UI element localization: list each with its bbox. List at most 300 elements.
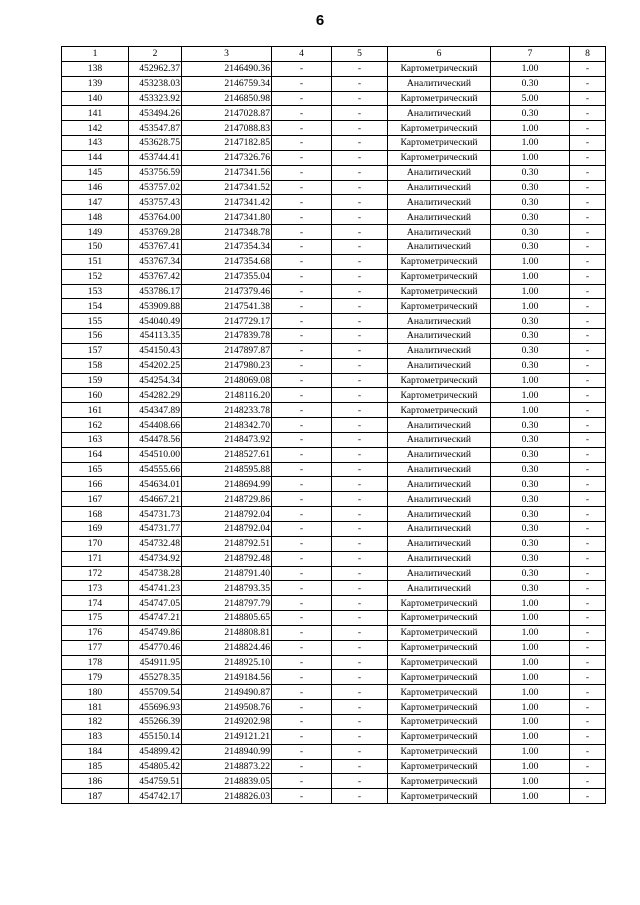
x-coordinate-cell: 455696.93 — [129, 700, 182, 715]
accuracy-cell: 1.00 — [491, 254, 570, 269]
method-cell: Картометрический — [388, 373, 491, 388]
column-8-cell: - — [570, 165, 606, 180]
x-coordinate-cell: 454555.66 — [129, 462, 182, 477]
column-5-cell: - — [332, 774, 388, 789]
x-coordinate-cell: 453744.41 — [129, 150, 182, 165]
table-row — [62, 254, 606, 269]
x-coordinate-cell: 454911.95 — [129, 655, 182, 670]
column-4-cell: - — [272, 284, 332, 299]
method-cell: Аналитический — [388, 314, 491, 329]
column-8-cell: - — [570, 714, 606, 729]
point-number-cell: 171 — [62, 551, 129, 566]
x-coordinate-cell: 454805.42 — [129, 759, 182, 774]
column-5-cell: - — [332, 492, 388, 507]
accuracy-cell: 0.30 — [491, 239, 570, 254]
column-5-cell: - — [332, 150, 388, 165]
point-number-cell: 184 — [62, 744, 129, 759]
header-cell: 7 — [491, 47, 570, 62]
table-row — [62, 225, 606, 240]
y-coordinate-cell: 2148527.61 — [182, 447, 272, 462]
x-coordinate-cell: 453767.41 — [129, 239, 182, 254]
y-coordinate-cell: 2147897.87 — [182, 343, 272, 358]
point-number-cell: 151 — [62, 254, 129, 269]
y-coordinate-cell: 2148729.86 — [182, 492, 272, 507]
table-row — [62, 418, 606, 433]
point-number-cell: 153 — [62, 284, 129, 299]
y-coordinate-cell: 2148839.05 — [182, 774, 272, 789]
method-cell: Аналитический — [388, 581, 491, 596]
table-header — [62, 47, 606, 62]
accuracy-cell: 0.30 — [491, 432, 570, 447]
column-4-cell: - — [272, 418, 332, 433]
column-8-cell: - — [570, 299, 606, 314]
column-5-cell: - — [332, 195, 388, 210]
y-coordinate-cell: 2149121.21 — [182, 729, 272, 744]
column-4-cell: - — [272, 640, 332, 655]
y-coordinate-cell: 2147354.34 — [182, 239, 272, 254]
point-number-cell: 166 — [62, 477, 129, 492]
y-coordinate-cell: 2148925.10 — [182, 655, 272, 670]
column-4-cell: - — [272, 121, 332, 136]
table-row — [62, 432, 606, 447]
y-coordinate-cell: 2148826.03 — [182, 789, 272, 804]
x-coordinate-cell: 453494.26 — [129, 106, 182, 121]
accuracy-cell: 1.00 — [491, 269, 570, 284]
column-8-cell: - — [570, 640, 606, 655]
accuracy-cell: 0.30 — [491, 536, 570, 551]
column-5-cell: - — [332, 388, 388, 403]
accuracy-cell: 0.30 — [491, 522, 570, 537]
x-coordinate-cell: 454738.28 — [129, 566, 182, 581]
column-4-cell: - — [272, 655, 332, 670]
column-5-cell: - — [332, 477, 388, 492]
x-coordinate-cell: 453769.28 — [129, 225, 182, 240]
point-number-cell: 168 — [62, 507, 129, 522]
column-5-cell: - — [332, 254, 388, 269]
point-number-cell: 165 — [62, 462, 129, 477]
table-row — [62, 596, 606, 611]
table-row — [62, 744, 606, 759]
y-coordinate-cell: 2147088.83 — [182, 121, 272, 136]
method-cell: Картометрический — [388, 254, 491, 269]
y-coordinate-cell: 2147980.23 — [182, 358, 272, 373]
column-4-cell: - — [272, 106, 332, 121]
x-coordinate-cell: 454634.01 — [129, 477, 182, 492]
column-5-cell: - — [332, 403, 388, 418]
x-coordinate-cell: 454732.48 — [129, 536, 182, 551]
method-cell: Аналитический — [388, 210, 491, 225]
column-8-cell: - — [570, 150, 606, 165]
point-number-cell: 158 — [62, 358, 129, 373]
method-cell: Картометрический — [388, 759, 491, 774]
y-coordinate-cell: 2147355.04 — [182, 269, 272, 284]
y-coordinate-cell: 2148873.22 — [182, 759, 272, 774]
table-row — [62, 714, 606, 729]
header-cell: 2 — [129, 47, 182, 62]
column-8-cell: - — [570, 670, 606, 685]
accuracy-cell: 0.30 — [491, 551, 570, 566]
column-5-cell: - — [332, 91, 388, 106]
column-4-cell: - — [272, 91, 332, 106]
method-cell: Аналитический — [388, 195, 491, 210]
table-row — [62, 269, 606, 284]
accuracy-cell: 1.00 — [491, 61, 570, 76]
x-coordinate-cell: 454202.25 — [129, 358, 182, 373]
point-number-cell: 147 — [62, 195, 129, 210]
column-8-cell: - — [570, 507, 606, 522]
y-coordinate-cell: 2149184.56 — [182, 670, 272, 685]
accuracy-cell: 1.00 — [491, 373, 570, 388]
table-row — [62, 329, 606, 344]
column-4-cell: - — [272, 314, 332, 329]
point-number-cell: 172 — [62, 566, 129, 581]
method-cell: Аналитический — [388, 566, 491, 581]
accuracy-cell: 1.00 — [491, 759, 570, 774]
x-coordinate-cell: 454899.42 — [129, 744, 182, 759]
column-5-cell: - — [332, 447, 388, 462]
column-4-cell: - — [272, 76, 332, 91]
method-cell: Аналитический — [388, 536, 491, 551]
table-row — [62, 165, 606, 180]
column-4-cell: - — [272, 462, 332, 477]
table-row — [62, 314, 606, 329]
column-5-cell: - — [332, 729, 388, 744]
column-8-cell: - — [570, 284, 606, 299]
x-coordinate-cell: 454759.51 — [129, 774, 182, 789]
column-8-cell: - — [570, 774, 606, 789]
y-coordinate-cell: 2147348.78 — [182, 225, 272, 240]
accuracy-cell: 0.30 — [491, 581, 570, 596]
column-8-cell: - — [570, 625, 606, 640]
column-5-cell: - — [332, 239, 388, 254]
accuracy-cell: 0.30 — [491, 329, 570, 344]
y-coordinate-cell: 2147541.38 — [182, 299, 272, 314]
table-row — [62, 106, 606, 121]
column-5-cell: - — [332, 714, 388, 729]
method-cell: Картометрический — [388, 714, 491, 729]
column-4-cell: - — [272, 225, 332, 240]
column-5-cell: - — [332, 284, 388, 299]
column-4-cell: - — [272, 670, 332, 685]
x-coordinate-cell: 454731.73 — [129, 507, 182, 522]
column-4-cell: - — [272, 403, 332, 418]
accuracy-cell: 0.30 — [491, 343, 570, 358]
x-coordinate-cell: 455709.54 — [129, 685, 182, 700]
column-4-cell: - — [272, 566, 332, 581]
column-8-cell: - — [570, 269, 606, 284]
table-row — [62, 536, 606, 551]
method-cell: Картометрический — [388, 61, 491, 76]
accuracy-cell: 0.30 — [491, 358, 570, 373]
column-8-cell: - — [570, 358, 606, 373]
point-number-cell: 169 — [62, 522, 129, 537]
column-8-cell: - — [570, 477, 606, 492]
column-8-cell: - — [570, 611, 606, 626]
accuracy-cell: 1.00 — [491, 685, 570, 700]
method-cell: Аналитический — [388, 239, 491, 254]
column-4-cell: - — [272, 714, 332, 729]
x-coordinate-cell: 453786.17 — [129, 284, 182, 299]
y-coordinate-cell: 2148824.46 — [182, 640, 272, 655]
page-number: 6 — [315, 12, 325, 29]
column-8-cell: - — [570, 536, 606, 551]
accuracy-cell: 1.00 — [491, 700, 570, 715]
column-8-cell: - — [570, 91, 606, 106]
method-cell: Картометрический — [388, 136, 491, 151]
column-4-cell: - — [272, 432, 332, 447]
column-4-cell: - — [272, 492, 332, 507]
accuracy-cell: 0.30 — [491, 106, 570, 121]
table-row — [62, 447, 606, 462]
column-4-cell: - — [272, 611, 332, 626]
y-coordinate-cell: 2148595.88 — [182, 462, 272, 477]
column-5-cell: - — [332, 462, 388, 477]
x-coordinate-cell: 454282.29 — [129, 388, 182, 403]
table-row — [62, 195, 606, 210]
column-5-cell: - — [332, 358, 388, 373]
column-4-cell: - — [272, 759, 332, 774]
column-5-cell: - — [332, 314, 388, 329]
column-4-cell: - — [272, 165, 332, 180]
y-coordinate-cell: 2148791.40 — [182, 566, 272, 581]
method-cell: Картометрический — [388, 670, 491, 685]
column-8-cell: - — [570, 522, 606, 537]
method-cell: Картометрический — [388, 284, 491, 299]
column-4-cell: - — [272, 596, 332, 611]
x-coordinate-cell: 455278.35 — [129, 670, 182, 685]
point-number-cell: 149 — [62, 225, 129, 240]
point-number-cell: 140 — [62, 91, 129, 106]
column-8-cell: - — [570, 744, 606, 759]
method-cell: Аналитический — [388, 551, 491, 566]
point-number-cell: 146 — [62, 180, 129, 195]
table-row — [62, 462, 606, 477]
column-8-cell: - — [570, 329, 606, 344]
table-row — [62, 299, 606, 314]
method-cell: Аналитический — [388, 225, 491, 240]
column-8-cell: - — [570, 462, 606, 477]
coordinates-table — [61, 46, 606, 804]
table-row — [62, 403, 606, 418]
method-cell: Картометрический — [388, 403, 491, 418]
y-coordinate-cell: 2148694.99 — [182, 477, 272, 492]
column-8-cell: - — [570, 729, 606, 744]
method-cell: Аналитический — [388, 432, 491, 447]
accuracy-cell: 0.30 — [491, 507, 570, 522]
column-5-cell: - — [332, 225, 388, 240]
accuracy-cell: 0.30 — [491, 180, 570, 195]
column-5-cell: - — [332, 789, 388, 804]
column-4-cell: - — [272, 744, 332, 759]
column-4-cell: - — [272, 239, 332, 254]
column-5-cell: - — [332, 536, 388, 551]
table-row — [62, 284, 606, 299]
column-8-cell: - — [570, 195, 606, 210]
column-4-cell: - — [272, 61, 332, 76]
table-row — [62, 121, 606, 136]
column-4-cell: - — [272, 477, 332, 492]
method-cell: Аналитический — [388, 447, 491, 462]
column-8-cell: - — [570, 343, 606, 358]
y-coordinate-cell: 2147341.80 — [182, 210, 272, 225]
method-cell: Аналитический — [388, 180, 491, 195]
y-coordinate-cell: 2147341.52 — [182, 180, 272, 195]
x-coordinate-cell: 454254.34 — [129, 373, 182, 388]
column-8-cell: - — [570, 239, 606, 254]
y-coordinate-cell: 2148473.92 — [182, 432, 272, 447]
point-number-cell: 138 — [62, 61, 129, 76]
table-row — [62, 61, 606, 76]
table-row — [62, 685, 606, 700]
accuracy-cell: 1.00 — [491, 403, 570, 418]
x-coordinate-cell: 454408.66 — [129, 418, 182, 433]
column-8-cell: - — [570, 432, 606, 447]
point-number-cell: 144 — [62, 150, 129, 165]
accuracy-cell: 1.00 — [491, 284, 570, 299]
column-8-cell: - — [570, 492, 606, 507]
point-number-cell: 163 — [62, 432, 129, 447]
table-row — [62, 789, 606, 804]
method-cell: Аналитический — [388, 76, 491, 91]
column-5-cell: - — [332, 329, 388, 344]
column-5-cell: - — [332, 625, 388, 640]
column-8-cell: - — [570, 447, 606, 462]
column-8-cell: - — [570, 418, 606, 433]
column-8-cell: - — [570, 76, 606, 91]
column-5-cell: - — [332, 566, 388, 581]
table-row — [62, 150, 606, 165]
method-cell: Аналитический — [388, 358, 491, 373]
point-number-cell: 186 — [62, 774, 129, 789]
point-number-cell: 160 — [62, 388, 129, 403]
y-coordinate-cell: 2148116.20 — [182, 388, 272, 403]
column-5-cell: - — [332, 744, 388, 759]
table-row — [62, 700, 606, 715]
x-coordinate-cell: 455150.14 — [129, 729, 182, 744]
column-8-cell: - — [570, 210, 606, 225]
y-coordinate-cell: 2148069.08 — [182, 373, 272, 388]
column-4-cell: - — [272, 299, 332, 314]
point-number-cell: 175 — [62, 611, 129, 626]
x-coordinate-cell: 454770.46 — [129, 640, 182, 655]
point-number-cell: 142 — [62, 121, 129, 136]
accuracy-cell: 0.30 — [491, 447, 570, 462]
column-8-cell: - — [570, 685, 606, 700]
table-row — [62, 670, 606, 685]
point-number-cell: 183 — [62, 729, 129, 744]
method-cell: Аналитический — [388, 522, 491, 537]
x-coordinate-cell: 454150.43 — [129, 343, 182, 358]
accuracy-cell: 0.30 — [491, 477, 570, 492]
column-4-cell: - — [272, 685, 332, 700]
y-coordinate-cell: 2149508.76 — [182, 700, 272, 715]
table-row — [62, 388, 606, 403]
column-4-cell: - — [272, 729, 332, 744]
accuracy-cell: 0.30 — [491, 314, 570, 329]
point-number-cell: 156 — [62, 329, 129, 344]
accuracy-cell: 0.30 — [491, 566, 570, 581]
header-cell: 6 — [388, 47, 491, 62]
column-5-cell: - — [332, 180, 388, 195]
accuracy-cell: 1.00 — [491, 121, 570, 136]
x-coordinate-cell: 454347.89 — [129, 403, 182, 418]
table-row — [62, 358, 606, 373]
y-coordinate-cell: 2147354.68 — [182, 254, 272, 269]
method-cell: Картометрический — [388, 299, 491, 314]
column-8-cell: - — [570, 566, 606, 581]
x-coordinate-cell: 453764.00 — [129, 210, 182, 225]
column-4-cell: - — [272, 522, 332, 537]
x-coordinate-cell: 453547.87 — [129, 121, 182, 136]
x-coordinate-cell: 453756.59 — [129, 165, 182, 180]
x-coordinate-cell: 452962.37 — [129, 61, 182, 76]
header-cell: 1 — [62, 47, 129, 62]
column-8-cell: - — [570, 180, 606, 195]
column-5-cell: - — [332, 685, 388, 700]
table-row — [62, 507, 606, 522]
column-8-cell: - — [570, 581, 606, 596]
point-number-cell: 143 — [62, 136, 129, 151]
accuracy-cell: 1.00 — [491, 136, 570, 151]
y-coordinate-cell: 2147028.87 — [182, 106, 272, 121]
column-5-cell: - — [332, 596, 388, 611]
point-number-cell: 177 — [62, 640, 129, 655]
y-coordinate-cell: 2148793.35 — [182, 581, 272, 596]
accuracy-cell: 0.30 — [491, 195, 570, 210]
column-8-cell: - — [570, 388, 606, 403]
point-number-cell: 161 — [62, 403, 129, 418]
accuracy-cell: 1.00 — [491, 729, 570, 744]
accuracy-cell: 1.00 — [491, 640, 570, 655]
x-coordinate-cell: 453767.42 — [129, 269, 182, 284]
column-4-cell: - — [272, 269, 332, 284]
column-4-cell: - — [272, 358, 332, 373]
x-coordinate-cell: 454040.49 — [129, 314, 182, 329]
column-5-cell: - — [332, 343, 388, 358]
x-coordinate-cell: 454478.56 — [129, 432, 182, 447]
table-row — [62, 180, 606, 195]
accuracy-cell: 1.00 — [491, 744, 570, 759]
x-coordinate-cell: 453767.34 — [129, 254, 182, 269]
column-5-cell: - — [332, 61, 388, 76]
method-cell: Картометрический — [388, 121, 491, 136]
y-coordinate-cell: 2146850.98 — [182, 91, 272, 106]
column-8-cell: - — [570, 596, 606, 611]
x-coordinate-cell: 454749.86 — [129, 625, 182, 640]
column-5-cell: - — [332, 507, 388, 522]
column-8-cell: - — [570, 655, 606, 670]
accuracy-cell: 0.30 — [491, 165, 570, 180]
accuracy-cell: 1.00 — [491, 670, 570, 685]
y-coordinate-cell: 2148805.65 — [182, 611, 272, 626]
column-8-cell: - — [570, 136, 606, 151]
column-4-cell: - — [272, 536, 332, 551]
column-8-cell: - — [570, 403, 606, 418]
table-row — [62, 492, 606, 507]
method-cell: Аналитический — [388, 492, 491, 507]
y-coordinate-cell: 2148792.48 — [182, 551, 272, 566]
y-coordinate-cell: 2148940.99 — [182, 744, 272, 759]
column-4-cell: - — [272, 507, 332, 522]
x-coordinate-cell: 454747.21 — [129, 611, 182, 626]
x-coordinate-cell: 454510.00 — [129, 447, 182, 462]
method-cell: Картометрический — [388, 269, 491, 284]
point-number-cell: 141 — [62, 106, 129, 121]
column-5-cell: - — [332, 210, 388, 225]
point-number-cell: 145 — [62, 165, 129, 180]
y-coordinate-cell: 2147341.56 — [182, 165, 272, 180]
column-4-cell: - — [272, 581, 332, 596]
